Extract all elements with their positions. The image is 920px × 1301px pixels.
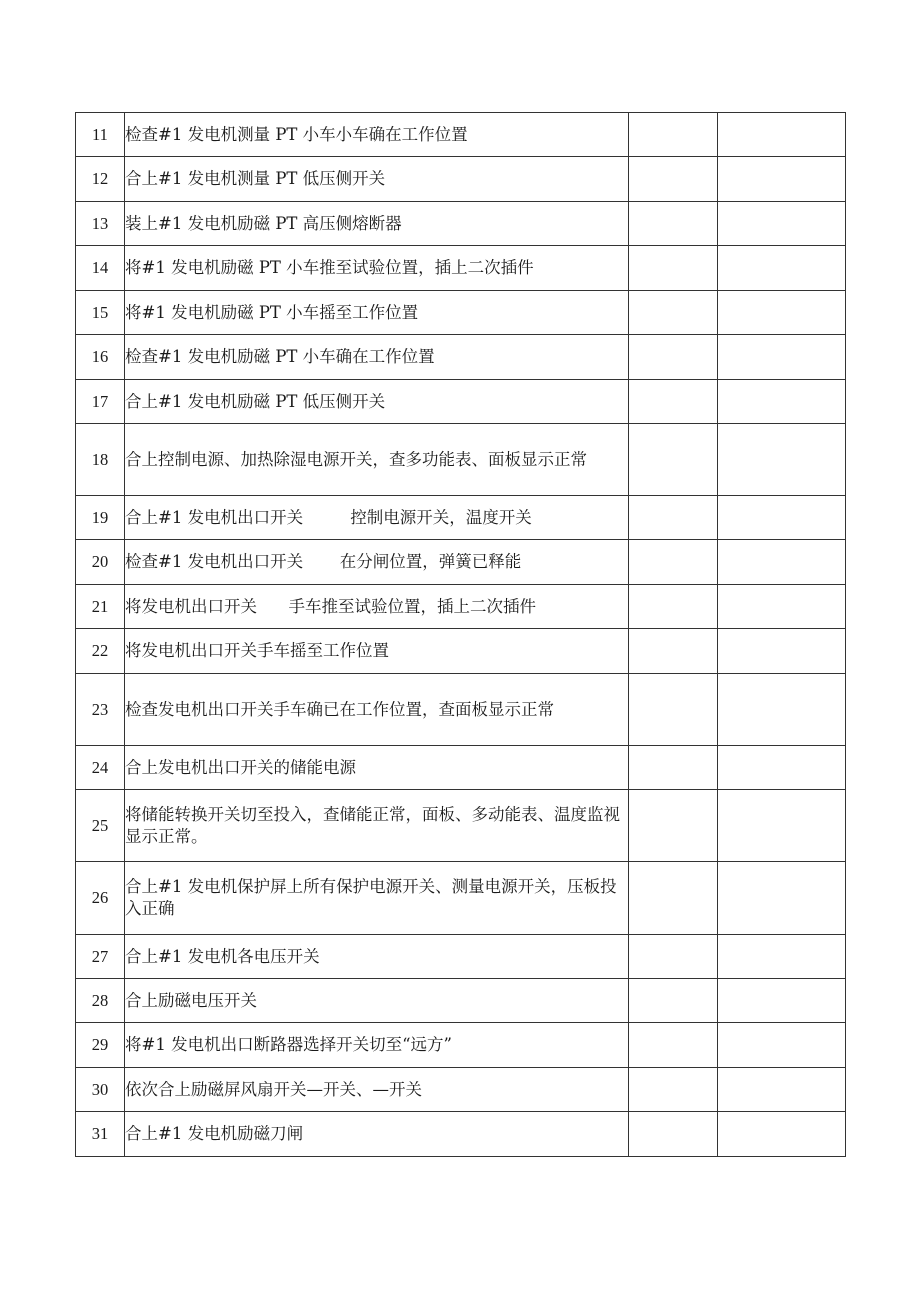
- step-number: 24: [76, 746, 125, 790]
- step-number: 22: [76, 629, 125, 674]
- table-row: [76, 674, 846, 746]
- remark-cell: [718, 424, 846, 496]
- check-cell: [629, 674, 718, 746]
- step-number: 27: [76, 935, 125, 979]
- remark-cell: [718, 496, 846, 540]
- step-description: 合上励磁电压开关: [125, 979, 629, 1023]
- table-row: [76, 335, 846, 380]
- check-cell: [629, 540, 718, 585]
- step-description: 合上#1 发电机励磁 PT 低压侧开关: [125, 380, 629, 424]
- step-description: 将#1 发电机励磁 PT 小车摇至工作位置: [125, 291, 629, 335]
- remark-cell: [718, 790, 846, 862]
- remark-cell: [718, 979, 846, 1023]
- check-cell: [629, 862, 718, 935]
- remark-cell: [718, 1023, 846, 1068]
- table-row: [76, 202, 846, 246]
- step-description: 检查发电机出口开关手车确已在工作位置，查面板显示正常: [125, 674, 629, 746]
- remark-cell: [718, 246, 846, 291]
- table-row: [76, 746, 846, 790]
- check-cell: [629, 291, 718, 335]
- table-row: [76, 1023, 846, 1068]
- check-cell: [629, 790, 718, 862]
- table-row: [76, 1068, 846, 1112]
- check-cell: [629, 246, 718, 291]
- step-description: 依次合上励磁屏风扇开关—开关、—开关: [125, 1068, 629, 1112]
- remark-cell: [718, 585, 846, 629]
- step-number: 13: [76, 202, 125, 246]
- remark-cell: [718, 113, 846, 157]
- step-number: 29: [76, 1023, 125, 1068]
- operation-checklist-table: [75, 112, 846, 1157]
- step-description: 合上#1 发电机出口开关 控制电源开关，温度开关: [125, 496, 629, 540]
- step-number: 23: [76, 674, 125, 746]
- table-row: [76, 629, 846, 674]
- step-number: 26: [76, 862, 125, 935]
- remark-cell: [718, 157, 846, 202]
- step-number: 16: [76, 335, 125, 380]
- step-description: 将#1 发电机励磁 PT 小车推至试验位置，插上二次插件: [125, 246, 629, 291]
- remark-cell: [718, 629, 846, 674]
- table-row: [76, 540, 846, 585]
- step-description: 将#1 发电机出口断路器选择开关切至“远方”: [125, 1023, 629, 1068]
- remark-cell: [718, 1068, 846, 1112]
- check-cell: [629, 979, 718, 1023]
- table-row: [76, 246, 846, 291]
- check-cell: [629, 1023, 718, 1068]
- step-number: 25: [76, 790, 125, 862]
- checklist-body: [76, 113, 846, 1157]
- check-cell: [629, 202, 718, 246]
- check-cell: [629, 1112, 718, 1157]
- check-cell: [629, 1068, 718, 1112]
- step-description: 检查#1 发电机励磁 PT 小车确在工作位置: [125, 335, 629, 380]
- step-number: 14: [76, 246, 125, 291]
- check-cell: [629, 424, 718, 496]
- table-row: [76, 862, 846, 935]
- remark-cell: [718, 674, 846, 746]
- step-description: 合上控制电源、加热除湿电源开关，查多功能表、面板显示正常: [125, 424, 629, 496]
- check-cell: [629, 496, 718, 540]
- step-number: 15: [76, 291, 125, 335]
- check-cell: [629, 335, 718, 380]
- remark-cell: [718, 1112, 846, 1157]
- step-number: 31: [76, 1112, 125, 1157]
- step-description: 装上#1 发电机励磁 PT 高压侧熔断器: [125, 202, 629, 246]
- step-number: 20: [76, 540, 125, 585]
- remark-cell: [718, 335, 846, 380]
- table-row: [76, 1112, 846, 1157]
- check-cell: [629, 746, 718, 790]
- step-number: 12: [76, 157, 125, 202]
- table-row: [76, 424, 846, 496]
- remark-cell: [718, 380, 846, 424]
- table-row: [76, 113, 846, 157]
- table-row: [76, 979, 846, 1023]
- remark-cell: [718, 935, 846, 979]
- check-cell: [629, 157, 718, 202]
- step-number: 28: [76, 979, 125, 1023]
- step-number: 30: [76, 1068, 125, 1112]
- step-number: 19: [76, 496, 125, 540]
- step-description: 合上发电机出口开关的储能电源: [125, 746, 629, 790]
- remark-cell: [718, 202, 846, 246]
- step-description: 将发电机出口开关手车摇至工作位置: [125, 629, 629, 674]
- step-number: 11: [76, 113, 125, 157]
- table-row: [76, 380, 846, 424]
- step-description: 合上#1 发电机励磁刀闸: [125, 1112, 629, 1157]
- remark-cell: [718, 291, 846, 335]
- table-row: [76, 935, 846, 979]
- remark-cell: [718, 862, 846, 935]
- check-cell: [629, 629, 718, 674]
- check-cell: [629, 113, 718, 157]
- step-number: 17: [76, 380, 125, 424]
- step-description: 合上#1 发电机保护屏上所有保护电源开关、测量电源开关，压板投入正确: [125, 862, 629, 935]
- table-row: [76, 790, 846, 862]
- step-description: 检查#1 发电机出口开关 在分闸位置，弹簧已释能: [125, 540, 629, 585]
- step-number: 21: [76, 585, 125, 629]
- step-description: 合上#1 发电机各电压开关: [125, 935, 629, 979]
- step-number: 18: [76, 424, 125, 496]
- table-row: [76, 291, 846, 335]
- step-description: 将发电机出口开关 手车推至试验位置，插上二次插件: [125, 585, 629, 629]
- remark-cell: [718, 540, 846, 585]
- step-description: 检查#1 发电机测量 PT 小车小车确在工作位置: [125, 113, 629, 157]
- check-cell: [629, 585, 718, 629]
- check-cell: [629, 380, 718, 424]
- table-row: [76, 157, 846, 202]
- step-description: 合上#1 发电机测量 PT 低压侧开关: [125, 157, 629, 202]
- check-cell: [629, 935, 718, 979]
- table-row: [76, 585, 846, 629]
- step-description: 将储能转换开关切至投入，查储能正常，面板、多动能表、温度监视显示正常。: [125, 790, 629, 862]
- remark-cell: [718, 746, 846, 790]
- table-row: [76, 496, 846, 540]
